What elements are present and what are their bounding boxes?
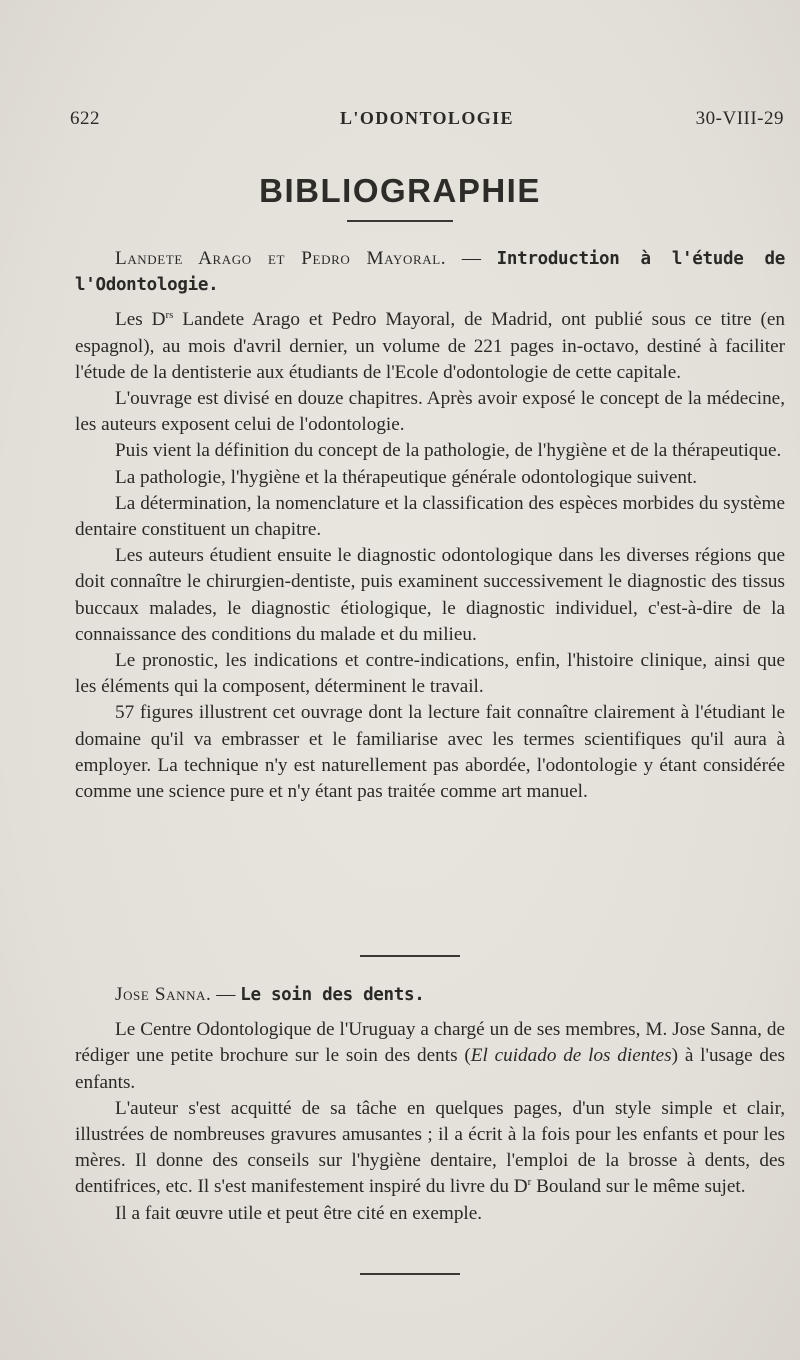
- paragraph-text: L'auteur s'est acquitté de sa tâche en quelques pages, d'un style simple et clair, illustrées de nombreuses gravures amusantes ; il a écrit à la fois pour les enfants et pour les mères. Il donne des conseils sur l'hygiène dentaire, l'emploi de la brosse à dents, des dentifrices, etc. Il s'est manifestement inspiré du livre du D: [75, 1097, 785, 1198]
- paragraph: L'ouvrage est divisé en douze chapitres. Après avoir exposé le concept de la médecine, les auteurs exposent celui de l'odontologie.: [75, 388, 785, 436]
- paragraph: La pathologie, l'hygiène et la thérapeutique générale odontologique suivent.: [115, 466, 698, 488]
- page-number: 622: [70, 108, 100, 129]
- entry-heading: [75, 246, 785, 298]
- entry-heading: [75, 982, 785, 1008]
- paragraph: 57 figures illustrent cet ouvrage dont la lecture fait connaître clairement à l'étudiant le domaine qu'il va embrasser et le familiarise avec les termes scientifiques qu'il aura à employer. La technique n'y est naturellement pas abordée, l'odontologie y étant considérée comme une science pure et n'y étant pas traitée comme art manuel.: [75, 702, 785, 803]
- superscript: r: [527, 1176, 532, 1189]
- entry-divider: [360, 955, 460, 957]
- issue-date: 30-VIII-29: [695, 108, 784, 129]
- running-header: [70, 108, 784, 134]
- paragraph: Le pronostic, les indications et contre-indications, enfin, l'histoire clinique, ainsi que les éléments qui la composent, déterminent le travail.: [75, 650, 785, 698]
- paragraph: Puis vient la définition du concept de la pathologie, de l'hygiène et de la thérapeutique.: [115, 440, 782, 462]
- paragraph-text: Les D: [115, 309, 166, 331]
- entry-title: Le soin des dents.: [240, 985, 425, 1005]
- superscript: rs: [165, 309, 174, 322]
- italic-title: El cuidado de los dientes: [470, 1045, 672, 1067]
- paragraph-text: Landete Arago et Pedro Mayoral, de Madrid, ont publié sous ce titre (en espagnol), au mois d'avril dernier, un volume de 221 pages in-octavo, destiné à faciliter l'étude de la dentisterie aux étudiants de l'Ecole d'odontologie de cette capitale.: [75, 309, 786, 383]
- paragraph: [75, 1017, 785, 1096]
- paragraph: [75, 307, 785, 386]
- end-divider: [360, 1273, 460, 1275]
- review-entry-1: [75, 246, 785, 805]
- paragraph: La détermination, la nomenclature et la classification des espèces morbides du système dentaire constituent un chapitre.: [75, 492, 785, 541]
- entry-separator: —: [211, 984, 241, 1005]
- review-entry-2: [75, 982, 785, 1227]
- paragraph-text: Le Centre Odontologique de l'Uruguay a chargé un de ses membres, M. Jose Sanna, de rédiger une petite brochure sur le soin des dents (: [75, 1019, 785, 1067]
- paragraph-text: Bouland sur le même sujet.: [531, 1176, 746, 1198]
- section-title: BIBLIOGRAPHIE: [259, 172, 541, 209]
- paragraph-text: ) à l'usage des enfants.: [75, 1045, 785, 1093]
- paragraph: Il a fait œuvre utile et peut être cité en exemple.: [115, 1202, 483, 1224]
- entry-title: Introduction à l'étude de l'Odontologie.: [75, 249, 786, 296]
- paragraph: Les auteurs étudient ensuite le diagnostic odontologique dans les diverses régions que doit connaître le chirurgien-dentiste, puis examinent successivement le diagnostic des tissus buccaux malades, le diagnostic étiologique, le diagnostic individuel, c'est-à-dire de la connaissance des conditions du malade et du milieu.: [75, 545, 785, 645]
- entry-separator: —: [446, 248, 497, 269]
- paragraph: [75, 1096, 785, 1201]
- title-divider: [347, 220, 453, 222]
- entry-authors: Jose Sanna.: [115, 984, 212, 1005]
- entry-authors: Landete Arago et Pedro Mayoral.: [115, 248, 447, 269]
- journal-title: L'ODONTOLOGIE: [340, 108, 514, 128]
